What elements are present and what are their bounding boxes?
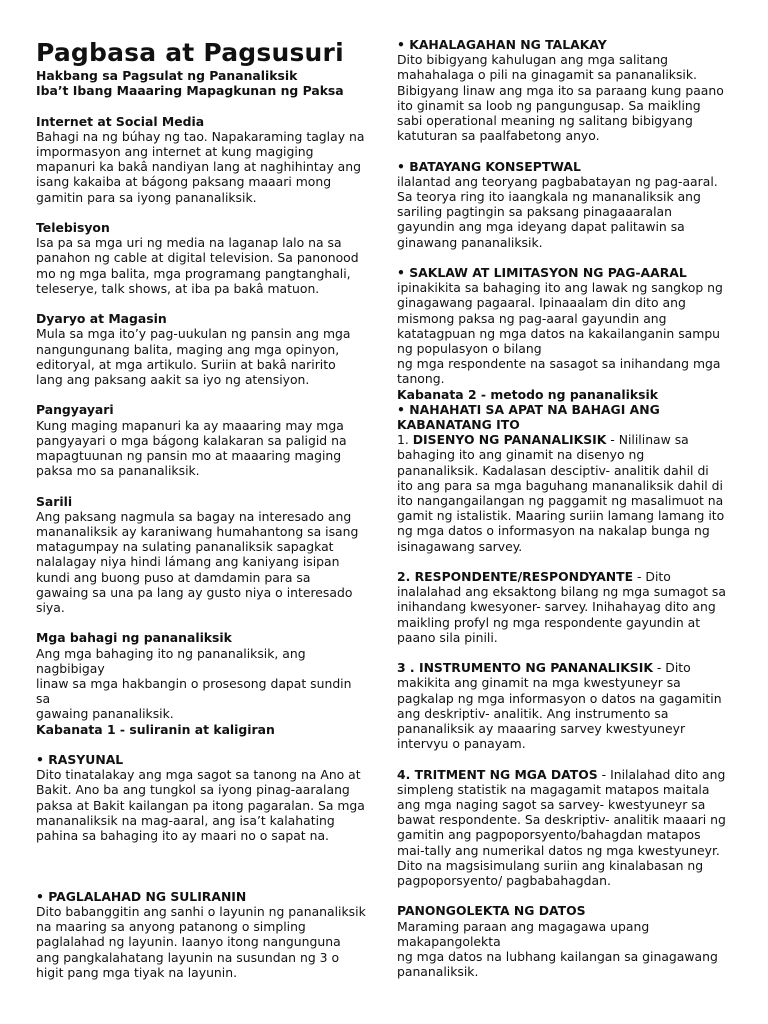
item-text: - Dito	[633, 569, 671, 585]
text-line: ng mga datos na lubhang kailangan sa ginagawang	[397, 949, 718, 965]
section-tritment	[397, 767, 742, 889]
text-line: teleserye, talk shows, at iba pa bakâ matuon.	[36, 280, 320, 296]
text-line: siya.	[36, 600, 65, 616]
section-heading: • SAKLAW AT LIMITASYON NG PAG-AARAL	[397, 265, 687, 281]
text-line	[397, 767, 742, 782]
text-line: mapagtuunan ng pansin mo at maaaring maging	[36, 448, 342, 464]
section-disenyo	[397, 432, 742, 554]
section-heading: Internet at Social Media	[36, 113, 205, 129]
text-line: gawaing pananaliksik.	[36, 706, 174, 722]
item-number: 1.	[397, 432, 413, 448]
item-term: 3 . INSTRUMENTO NG PANANALIKSIK	[397, 660, 653, 676]
text-line: Ang paksang nagmula sa bagay na interesado ang	[36, 508, 352, 524]
section-internet	[36, 114, 376, 205]
section-heading: Telebisyon	[36, 220, 110, 235]
page-title: Pagbasa at Pagsusuri	[36, 38, 344, 67]
text-line: mo ng mga balita, mga programang pangtanghali,	[36, 265, 351, 281]
text-line: Sa teorya ring ito iaangkala ng mananaliksik ang	[397, 189, 701, 205]
text-line: linaw sa mga hakbangin o prosesong dapat sundin	[36, 676, 352, 692]
text-line: editoryal, at mga artikulo. Suriin at bakâ naririto	[36, 356, 336, 372]
text-line: maikling profyl ng mga respondente gayundin at	[397, 614, 701, 630]
text-line: mismong paksa ng pag-aaral gayundin ang	[397, 310, 667, 326]
item-term: 2. RESPONDENTE/RESPONDYANTE	[397, 569, 634, 585]
text-line: isinagawang sarvey.	[397, 538, 523, 554]
text-line: Maraming paraan ang magagawa upang	[397, 918, 650, 934]
text-line: pangyayari o mga bágong kalakaran sa paligid na	[36, 432, 347, 448]
section-respondente	[397, 569, 742, 645]
subtitle-1: Hakbang sa Pagsulat ng Pananaliksik	[36, 68, 298, 83]
text-line: simpleng statistik na magagamit matapos maitala	[397, 781, 710, 797]
text-line: ito ginamit sa loob ng pangungusap. Sa maikling	[397, 97, 701, 113]
text-line: nangungunang balita, maging ang mga opinyon,	[36, 341, 340, 357]
section-heading: Pangyayari	[36, 402, 114, 418]
text-line: gamitin ang pagpoporsyento/bahagdan matapos	[397, 827, 701, 843]
text-line: Isa pa sa mga uri ng media na laganap lalo na sa	[36, 235, 342, 251]
text-line: sabi operational meaning ng salitang bibigyang	[397, 113, 693, 129]
text-line: paano sila pinili.	[397, 629, 498, 645]
section-saklaw	[397, 265, 742, 432]
item-term: 4. TRITMENT NG MGA DATOS	[397, 766, 598, 782]
text-line: nalalagay niya hindi lámang ang kaniyang isipan	[36, 554, 340, 570]
text-line: ang mga naging sagot sa sarvey- kwestyuneyr sa	[397, 797, 706, 813]
section-instrumento	[397, 660, 742, 751]
text-line: Ang mga bahaging ito ng pananaliksik, ang	[36, 645, 306, 661]
text-line: Dito babanggitin ang sanhi o layunin ng pananaliksik	[36, 904, 366, 920]
section-heading: PANONGOLEKTA NG DATOS	[397, 903, 586, 919]
section-heading: KABANATANG ITO	[397, 417, 520, 433]
text-line: kundi ang buong puso at damdamin para sa	[36, 569, 311, 585]
section-heading: Mga bahagi ng pananaliksik	[36, 630, 232, 646]
text-line: ito ang para sa mga baguhang mananaliksik dahil di	[397, 477, 723, 493]
text-line: tanong.	[397, 371, 445, 387]
text-line: isang kakaiba at bágong paksang maaari mong	[36, 174, 332, 190]
section-batayang	[397, 159, 742, 250]
section-kahalagahan	[397, 37, 742, 143]
text-line: na maaring sa anyong patanong o simpling	[36, 919, 306, 935]
text-line: gamitin para sa iyong pananaliksik.	[36, 189, 257, 205]
section-heading: • PAGLALAHAD NG SULIRANIN	[36, 888, 247, 904]
text-line: pagkalap ng mga informasyon o datos na gagamitin	[397, 690, 722, 706]
chapter-heading: Kabanata 2 - metodo ng pananaliksik	[397, 386, 659, 402]
text-line: makapangolekta	[397, 933, 501, 949]
text-line: paksa at Bakit kailangan pa itong pagaralan. Sa mga	[36, 797, 365, 813]
section-telebisyon	[36, 220, 376, 296]
text-line: gamit ng istalistik. Maaring suriin lamang lamang ito	[397, 508, 725, 524]
section-heading: • BATAYANG KONSEPTWAL	[397, 158, 581, 174]
text-line: matagumpay na sulating pananaliksik sapagkat	[36, 539, 334, 555]
section-panongolekta	[397, 903, 742, 979]
text-line: mananaliksik na mag-aaral, ang isa’t kalahating	[36, 812, 335, 828]
subtitle-2: Iba’t Ibang Maaaring Mapagkunan ng Paksa	[36, 83, 344, 99]
text-line: lang ang paksang aakit sa iyo ng atensiyon.	[36, 372, 310, 388]
text-line: makikita ang ginamit na mga kwestyuneyr sa	[397, 675, 681, 691]
text-line: ipinakikita sa bahaging ito ang lawak ng sangkop ng	[397, 280, 723, 296]
text-line: Mula sa mga ito’y pag-uukulan ng pansin ang mga	[36, 326, 351, 342]
text-line: pahina sa bahaging ito ay maari no o sapat na.	[36, 828, 329, 844]
section-sarili	[36, 494, 376, 616]
text-line: ng populasyon o bilang	[397, 341, 542, 357]
text-line: pananaliksik.	[397, 964, 479, 980]
text-line: katuturan sa paalfabetong anyo.	[397, 128, 600, 144]
text-line: ginawang pananaliksik.	[397, 234, 543, 250]
section-heading: Sarili	[36, 493, 73, 509]
text-line: bawat respondente. Sa deskriptiv- analitik maaari ng	[397, 812, 726, 828]
text-line: inalalahad ang eksaktong bilang ng mga sumagot sa	[397, 584, 726, 600]
text-line: Kung maging mapanuri ka ay maaaring may mga	[36, 417, 344, 433]
text-line: katatagpuan ng mga datos na kakailanganin sampu	[397, 325, 721, 341]
section-rasyunal	[36, 752, 376, 843]
text-line: ng mga respondente na sasagot sa inihandang mga	[397, 356, 721, 372]
text-line	[397, 569, 742, 584]
text-line: mapanuri ka bakâ nandiyan lang at naghihintay ang	[36, 159, 361, 175]
section-heading: • KAHALAGAHAN NG TALAKAY	[397, 37, 607, 52]
section-bahagi	[36, 630, 376, 736]
text-line: Bakit. Ano ba ang tungkol sa iyong pinag-aaralang	[36, 782, 350, 798]
text-line: paglalahad ng layunin. Iaanyo itong nangunguna	[36, 934, 341, 950]
text-line: sa	[36, 691, 51, 707]
text-line: gawaing sa una pa lang ay gusto niya o interesado	[36, 584, 353, 600]
text-line: ang deskriptiv- analitik. Ang instrumento sa	[397, 705, 669, 721]
text-line: mai-tally ang numerikal datos ng mga kwestyuneyr.	[397, 842, 720, 858]
text-line: ginagawang pagaaral. Ipinaaalam din dito ang	[397, 295, 686, 311]
text-line: Bibigyang linaw ang mga ito sa paraang kung paano	[397, 82, 724, 98]
chapter-heading: Kabanata 1 - suliranin at kaligiran	[36, 721, 275, 737]
text-line: panahon ng cable at digital television. Sa panonood	[36, 250, 359, 266]
text-line: ito nangangailangan ng paggamit ng masalimuot na	[397, 493, 724, 509]
item-text: - Dito	[652, 660, 691, 676]
section-heading: • RASYUNAL	[36, 752, 124, 768]
text-line: bahaging ito ang ginamit na disenyo ng	[397, 447, 645, 463]
text-line: ilalantad ang teoryang pagbabatayan ng pag-aaral.	[397, 173, 718, 189]
text-line: nagbibigay	[36, 660, 105, 676]
text-line: inihandang kwesyoner- sarvey. Inihahayag dito ang	[397, 599, 716, 615]
text-line: pagpoporsyento/ pagbabahagdan.	[397, 873, 611, 889]
text-line: Dito tinatalakay ang mga sagot sa tanong na Ano at	[36, 767, 361, 783]
right-column	[397, 37, 742, 980]
text-line: Dito na magsisimulang suriin ang kinalabasan ng	[397, 857, 704, 873]
text-line: Dito bibigyang kahulugan ang mga salitang	[397, 52, 669, 68]
section-dyaryo	[36, 311, 376, 387]
left-column	[36, 0, 376, 980]
item-text: - Inilalahad dito ang	[597, 766, 726, 782]
section-heading: • NAHAHATI SA APAT NA BAHAGI ANG	[397, 401, 660, 417]
text-line: Bahagi na ng búhay ng tao. Napakaraming taglay na	[36, 128, 365, 144]
text-line: pananaliksik. Kadalasan desciptiv- analitik dahil di	[397, 462, 709, 478]
text-line	[397, 660, 742, 675]
text-line: ang pangkalahatang layunin na susundan ng 3 o	[36, 949, 340, 965]
text-line: intervyu o panayam.	[397, 736, 526, 752]
section-pangyayari	[36, 402, 376, 478]
text-line: gayundin ang mga ideyang dapat palitawin sa	[397, 219, 685, 235]
section-paglalahad	[36, 889, 376, 980]
text-line: impormasyon ang internet at kung magiging	[36, 144, 314, 159]
text-line: mahahalaga o pili na ginagamit sa pananaliksik.	[397, 67, 697, 83]
item-text: - Nililinaw sa	[606, 432, 689, 448]
text-line: paksa mo sa pananaliksik.	[36, 463, 200, 479]
text-line: sariling pagtingin sa paksang pinagaaaralan	[397, 204, 673, 220]
item-term: DISENYO NG PANANALIKSIK	[412, 432, 607, 448]
text-line	[397, 432, 742, 447]
text-line: ng mga datos o informasyon na nakalap bunga ng	[397, 523, 710, 539]
text-line: pananaliksik ay maaaring sarvey kwestyuneyr	[397, 721, 686, 737]
text-line: higit pang mga tiyak na layunin.	[36, 964, 238, 980]
text-line: mananaliksik ay karaniwang humahantong sa isang	[36, 524, 359, 540]
section-heading: Dyaryo at Magasin	[36, 311, 167, 327]
